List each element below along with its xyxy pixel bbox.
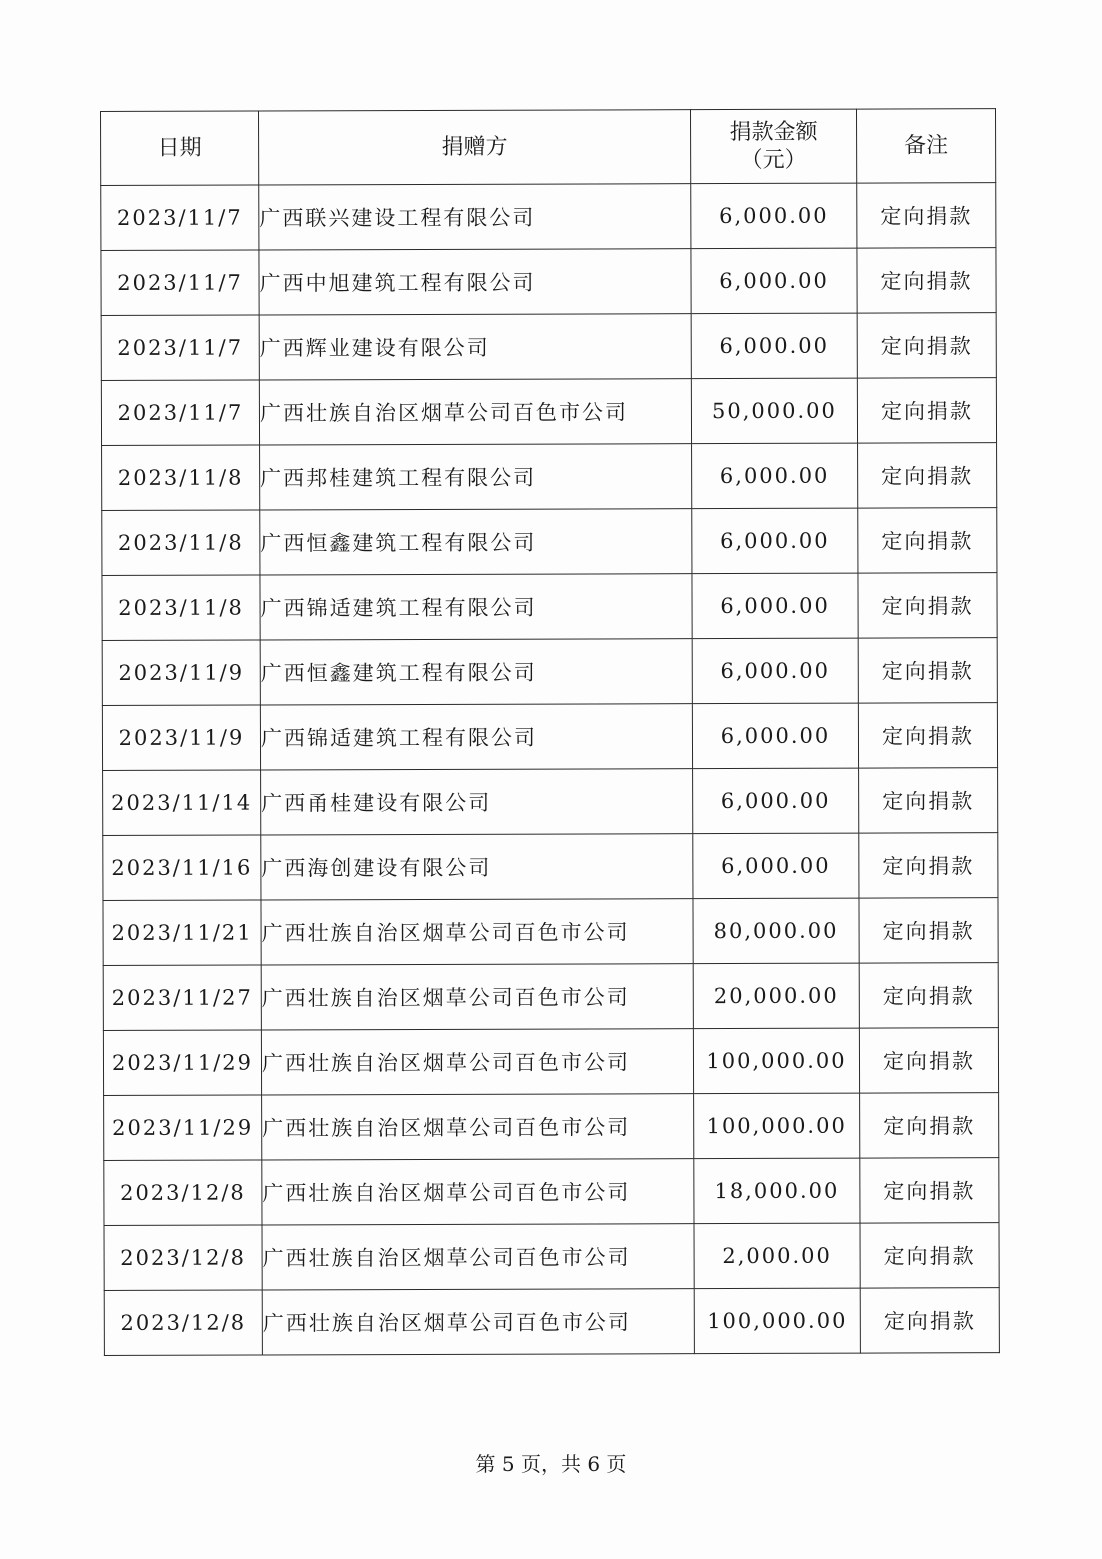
donor-cell: 广西联兴建设工程有限公司 (259, 184, 691, 250)
table-row (101, 313, 996, 381)
header-donor: 捐赠方 (259, 110, 691, 185)
amount-cell: 6,000.00 (692, 508, 858, 574)
date-cell: 2023/11/9 (102, 705, 260, 770)
note-cell: 定向捐款 (860, 1288, 999, 1353)
table-row (103, 1028, 998, 1096)
date-cell: 2023/12/8 (104, 1225, 262, 1290)
donor-cell: 广西邦桂建筑工程有限公司 (260, 444, 692, 510)
donor-cell: 广西中旭建筑工程有限公司 (259, 249, 691, 315)
table-row (102, 638, 997, 706)
note-cell: 定向捐款 (858, 443, 997, 508)
donor-cell: 广西甬桂建设有限公司 (261, 769, 693, 835)
amount-cell: 100,000.00 (693, 1028, 859, 1094)
note-cell: 定向捐款 (857, 378, 996, 443)
note-cell: 定向捐款 (858, 703, 997, 768)
amount-cell: 6,000.00 (693, 768, 859, 834)
donor-cell: 广西壮族自治区烟草公司百色市公司 (262, 1224, 694, 1290)
amount-cell: 6,000.00 (692, 443, 858, 509)
date-cell: 2023/11/7 (101, 380, 259, 445)
amount-cell: 100,000.00 (694, 1288, 860, 1354)
table-row (101, 248, 996, 316)
note-cell: 定向捐款 (859, 768, 998, 833)
donation-table (100, 108, 1000, 1356)
table-row (104, 1288, 999, 1356)
note-cell: 定向捐款 (860, 1223, 999, 1288)
amount-cell: 100,000.00 (694, 1093, 860, 1159)
donor-cell: 广西壮族自治区烟草公司百色市公司 (262, 1289, 694, 1355)
table-row (104, 1223, 999, 1291)
note-cell: 定向捐款 (860, 1158, 999, 1223)
header-amount-line1: 捐款金额 (729, 119, 818, 146)
table-row (103, 768, 998, 836)
note-cell: 定向捐款 (858, 573, 997, 638)
amount-cell: 2,000.00 (694, 1223, 860, 1289)
table-header (101, 109, 996, 186)
date-cell: 2023/11/7 (101, 185, 259, 250)
donor-cell: 广西锦适建筑工程有限公司 (260, 704, 692, 770)
table-row (102, 703, 997, 771)
table-row (102, 508, 997, 576)
donor-cell: 广西辉业建设有限公司 (259, 314, 691, 380)
note-cell: 定向捐款 (860, 1093, 999, 1158)
date-cell: 2023/11/16 (103, 835, 261, 900)
donor-cell: 广西壮族自治区烟草公司百色市公司 (262, 1094, 694, 1160)
amount-cell: 6,000.00 (693, 833, 859, 899)
note-cell: 定向捐款 (857, 183, 996, 248)
date-cell: 2023/11/7 (101, 250, 259, 315)
date-cell: 2023/11/29 (104, 1095, 262, 1160)
date-cell: 2023/11/27 (103, 965, 261, 1030)
table-row (104, 1158, 999, 1226)
note-cell: 定向捐款 (857, 248, 996, 313)
donor-cell: 广西壮族自治区烟草公司百色市公司 (261, 1029, 693, 1095)
note-cell: 定向捐款 (859, 963, 998, 1028)
table-row (102, 573, 997, 641)
table-row (101, 378, 996, 446)
donor-cell: 广西锦适建筑工程有限公司 (260, 574, 692, 640)
note-cell: 定向捐款 (857, 313, 996, 378)
amount-cell: 6,000.00 (692, 573, 858, 639)
donor-cell: 广西恒鑫建筑工程有限公司 (260, 509, 692, 575)
table-row (101, 183, 996, 251)
amount-cell: 6,000.00 (691, 248, 857, 314)
table-row (102, 443, 997, 511)
amount-cell: 18,000.00 (694, 1158, 860, 1224)
date-cell: 2023/12/8 (104, 1290, 262, 1355)
table-row (103, 833, 998, 901)
note-cell: 定向捐款 (858, 638, 997, 703)
donor-cell: 广西壮族自治区烟草公司百色市公司 (261, 899, 693, 965)
table-row (104, 1093, 999, 1161)
amount-cell: 20,000.00 (693, 963, 859, 1029)
note-cell: 定向捐款 (859, 833, 998, 898)
date-cell: 2023/11/21 (103, 900, 261, 965)
header-row (101, 109, 996, 186)
amount-cell: 6,000.00 (691, 183, 857, 249)
header-note: 备注 (856, 109, 995, 183)
note-cell: 定向捐款 (859, 898, 998, 963)
table-row (103, 963, 998, 1031)
header-amount (690, 109, 856, 184)
amount-cell: 6,000.00 (691, 313, 857, 379)
table-row (103, 898, 998, 966)
amount-cell: 6,000.00 (692, 703, 858, 769)
date-cell: 2023/11/9 (102, 640, 260, 705)
header-date: 日期 (101, 111, 259, 185)
date-cell: 2023/12/8 (104, 1160, 262, 1225)
donor-cell: 广西壮族自治区烟草公司百色市公司 (262, 1159, 694, 1225)
table-body (101, 183, 1000, 1356)
donor-cell: 广西壮族自治区烟草公司百色市公司 (259, 379, 691, 445)
amount-cell: 80,000.00 (693, 898, 859, 964)
date-cell: 2023/11/8 (102, 510, 260, 575)
header-amount-line2: （元） (740, 147, 807, 173)
donor-cell: 广西恒鑫建筑工程有限公司 (260, 639, 692, 705)
date-cell: 2023/11/8 (102, 445, 260, 510)
date-cell: 2023/11/8 (102, 575, 260, 640)
date-cell: 2023/11/7 (101, 315, 259, 380)
amount-cell: 6,000.00 (692, 638, 858, 704)
page-number-footer: 第 5 页，共 6 页 (475, 1452, 627, 1476)
donor-cell: 广西海创建设有限公司 (261, 834, 693, 900)
donor-cell: 广西壮族自治区烟草公司百色市公司 (261, 964, 693, 1030)
date-cell: 2023/11/29 (103, 1030, 261, 1095)
amount-cell: 50,000.00 (691, 378, 857, 444)
note-cell: 定向捐款 (858, 508, 997, 573)
date-cell: 2023/11/14 (103, 770, 261, 835)
note-cell: 定向捐款 (859, 1028, 998, 1093)
